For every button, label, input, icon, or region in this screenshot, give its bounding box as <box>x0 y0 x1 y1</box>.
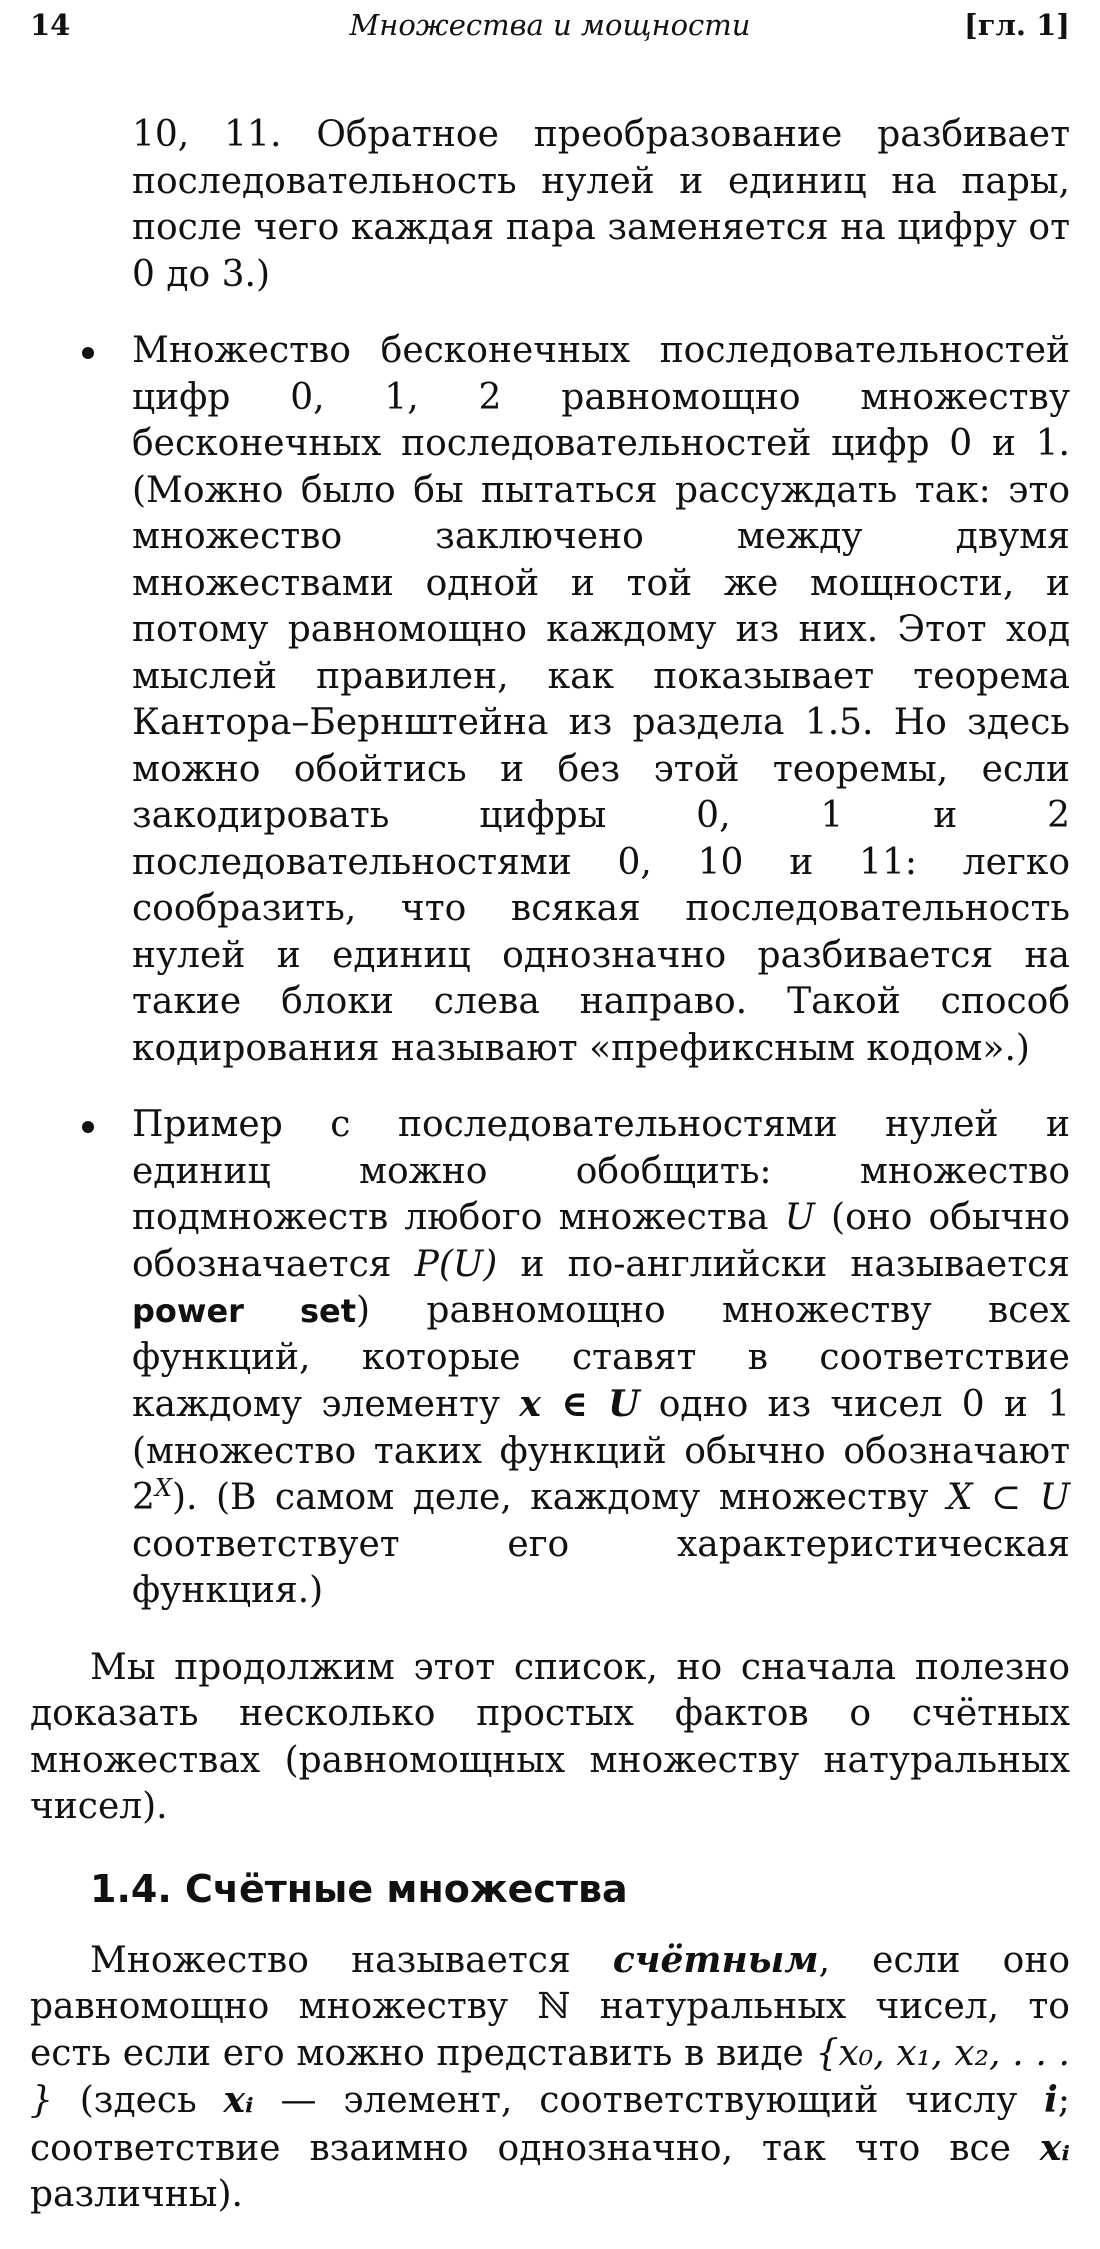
math-i: i <box>1044 2079 1058 2121</box>
list-item-power-set <box>30 1102 1070 1615</box>
math-base-two: 2 <box>132 1477 155 1518</box>
power-set-text-2: (оно обычно обозначается <box>132 1197 1070 1285</box>
power-set-text-7: соответствует его характеристическая функция.) <box>132 1523 1070 1611</box>
math-P-of-U: P(U) <box>414 1243 498 1285</box>
math-sequence-set: {x₀, x₁, x₂, . . . } <box>30 2032 1070 2121</box>
math-U: U <box>784 1197 815 1238</box>
definition-text-1: Множество называется <box>90 1939 571 1981</box>
power-set-text-5: одно из чисел 0 и 1 (множество таких функций обычно обозначают <box>132 1384 1071 1472</box>
term-power-set: power set <box>132 1292 357 1330</box>
bullet-icon <box>82 1121 94 1133</box>
math-x-i: xᵢ <box>223 2079 254 2121</box>
math-naturals: ℕ <box>537 1986 571 2027</box>
paragraph-countable-intro: Мы продолжим этот список, но сначала полезно доказать несколько простых фактов о счётных множествах (равномощных множеству натуральных чисел). <box>30 1646 1070 1827</box>
section-number: 1.4. <box>90 1866 172 1911</box>
chapter-label: [гл. 1] <box>963 8 1070 42</box>
definition-text-6: ; соответствие взаимно однозначно, так что все <box>30 2080 1070 2169</box>
math-two-to-X <box>132 1474 172 1518</box>
math-X-subset-U: X ⊂ U <box>946 1477 1070 1518</box>
power-set-text-4: ) равномощно множеству всех функций, которые ставят в соответствие каждому элементу <box>132 1290 1071 1425</box>
definition-text-4: (здесь <box>79 2080 197 2121</box>
math-exponent-X: X <box>154 1474 172 1502</box>
section-heading <box>90 1863 1070 1915</box>
power-set-text-6: ). (В самом деле, каждому множеству <box>172 1477 929 1518</box>
continued-paragraph: 10, 11. Обратное преобразование разбивает последовательность нулей и единиц на пары, после чего каждая пара заменяется на цифру от 0 до 3.) <box>132 114 1070 295</box>
running-title: Множества и мощности <box>349 8 751 42</box>
paragraph-definition <box>30 1937 1070 2219</box>
list-item-text: Множество бесконечных последовательностей цифр 0, 1, 2 равномощно множеству бесконечных последовательностей цифр 0 и 1. (Можно было бы пытаться рассуждать так: это множество заключено между двумя множествами одной и той же мощности, и потому равномощно каждому из них. Этот ход мыслей правилен, как показывает теорема Кантора–Бернштейна из раздела 1.5. Но здесь можно обойтись и без этой теоремы, если закодировать цифры 0, 1 и 2 последовательностями 0, 10 и 11: легко сообразить, что всякая последовательность нулей и единиц однозначно разбивается на такие блоки слева направо. Такой способ кодирования называют «префиксным кодом».) <box>132 330 1070 1069</box>
list-item-ternary-sequences <box>30 328 1070 1072</box>
running-head <box>30 8 1070 52</box>
page-body <box>30 112 1070 2249</box>
power-set-text-3: и по-английски называется <box>520 1243 1070 1285</box>
definition-text-7: различны). <box>30 2174 243 2215</box>
defined-term: счётным <box>612 1938 819 1981</box>
definition-text-2: , если оно равномощно множеству <box>30 1939 1070 2027</box>
definition-text-5: — элемент, соответствующий числу <box>280 2080 1018 2121</box>
section-title: Счётные множества <box>185 1866 628 1911</box>
power-set-text-1: Пример с последовательностями нулей и единиц можно обобщить: множество подмножеств любого множества <box>132 1104 1070 1238</box>
definition-text-3: натуральных чисел, то есть если его можно представить в виде <box>30 1986 1070 2074</box>
math-x-in-U: x ∈ U <box>519 1383 640 1425</box>
bullet-icon <box>82 347 94 359</box>
page-number: 14 <box>30 8 71 42</box>
math-x-i-2: xᵢ <box>1039 2126 1070 2169</box>
